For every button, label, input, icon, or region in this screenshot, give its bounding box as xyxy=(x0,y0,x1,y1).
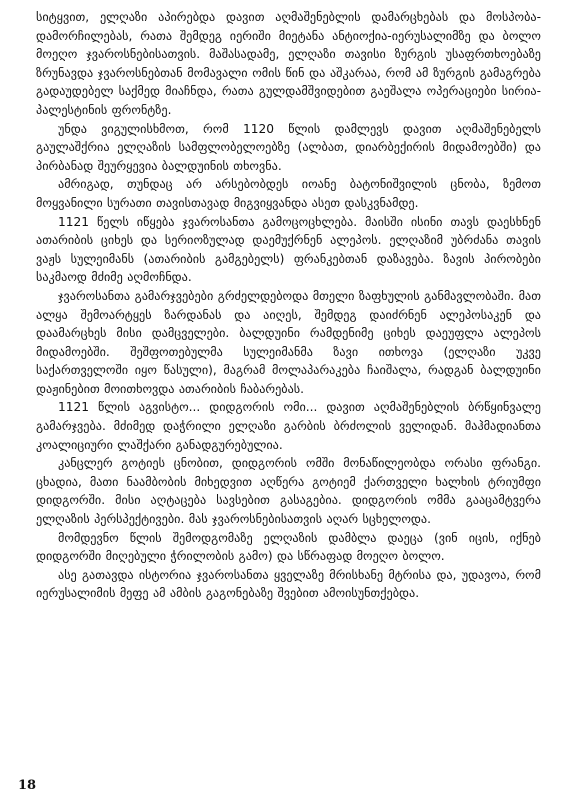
paragraph-9: ასე გათავდა ისტორია ჯვაროსანთა ყველაზე მრისხანე მტრისა და, უდავოა, რომ იერუსალიმის მეფე ამ ამბის გაგონებაზე შვებით ამოისუნთქებდა. xyxy=(36,567,541,601)
paragraph-2: უნდა ვიგულისხმოთ, რომ 1120 წლის დამლევს დავით აღმაშენებელს გაულაშქრია ელღაზის სამფლობელოებზე (ალბათ, დიარბექირის მიდამოებში) და პირბანად შეურყევია ბალდუინის თხოვნა. xyxy=(36,121,541,173)
paragraph-8: მომდევნო წლის შემოდგომაზე ელღაზის დამბლა დაეცა (ვინ იცის, იქნებ დიდგორში მიღებული ჭრილობის გამო) და სწრაფად მოეღო ბოლო. xyxy=(36,530,541,564)
paragraph-1: სიტყვით, ელღაზი აპირებდა დავით აღმაშენებლის დამარცხებას და მოსპობა-დამორჩილებას, რათა შემდეგ იერიში მიეტანა ანტიოქია-იერუსალიმზე და ბოლო მოეღო ჯვაროსნებისათვის. მაშასადამე, ელღაზი თავისი ზურგის უსაფრთხოებაზე ზრუნავდა ჯვაროსნებთან მომავალი ომის წინ და აშკარაა, რომ ამ ზურგის გამაგრება გადაუდებელ საქმედ მიაჩნდა, რათა გულდამშვიდებით გაეშალა ოპერაციები სირია-პალესტინის ფრონტზე. xyxy=(36,10,541,117)
paragraph-6: 1121 წლის აგვისტო... დიდგორის ომი... დავით აღმაშენებლის ბრწყინვალე გამარჯვება. მძიმედ დაჭრილი ელღაზი გარბის ბრძოლის ველიდან. მაჰმადიანთა კოალიციური ლაშქარი განადგურებულია. xyxy=(36,400,541,452)
paragraph-4: 1121 წელს იწყება ჯვაროსანთა გამოცოცხლება. მაისში ისინი თავს დაესხნენ ათარიბის ციხეს და სერიოზულად დაემუქრნენ ალეპოს. ელღაზიმ უბრძანა თავის ვაჟს სულეიმანს (ათარიბის გამგებელს) ფრანკებთან დაზავება. ზავის პირობები საკმაოდ მძიმე აღმოჩნდა. xyxy=(36,214,541,285)
paragraph-3: ამრიგად, თუნდაც არ არსებობდეს იოანე ბატონიშვილის ცნობა, ზემოთ მოყვანილი სურათი თავისთავად მიგვიყვანდა ასეთ დასკვნამდე. xyxy=(36,177,541,210)
paragraph-5: ჯვაროსანთა გამარჯვებები გრძელდებოდა მთელი ზაფხულის განმავლობაში. მათ ალყა შემოარტყეს ზარდანას და აიღეს, შემდეგ დაიძრნენ ალეპოსაკენ და დაამარცხეს მისი დამცველები. ბალდუინი რამდენიმე ციხეს დაეუფლა ალეპოს მიდამოებში. შეშფოთებულმა სულეიმანმა ზავი ითხოვა (ელღაზი უკვე საქართველოში იყო წასული), მაგრამ მოლაპარაკება ჩაიშალა, რადგან ბალდუინი დაჟინებით მოითხოვდა ათარიბის ჩაბარებას. xyxy=(36,288,541,396)
page-number: 18 xyxy=(18,778,37,793)
paragraph-7: კანცლერ გოტიეს ცნობით, დიდგორის ომში მონაწილეობდა ორასი ფრანგი. ცხადია, მათი ნაამბობის მიხედვით აღწერა გოტიემ ქართველი ხალხის ტრიუმფი დიდგორში. მისი აღტაცება სავსებით გასაგებია. დიდგორის ომმა გააცამტვერა ელღაზის პერსპექტივები. მას ჯვაროსნებისათვის აღარ სცხელოდა. xyxy=(36,456,541,527)
